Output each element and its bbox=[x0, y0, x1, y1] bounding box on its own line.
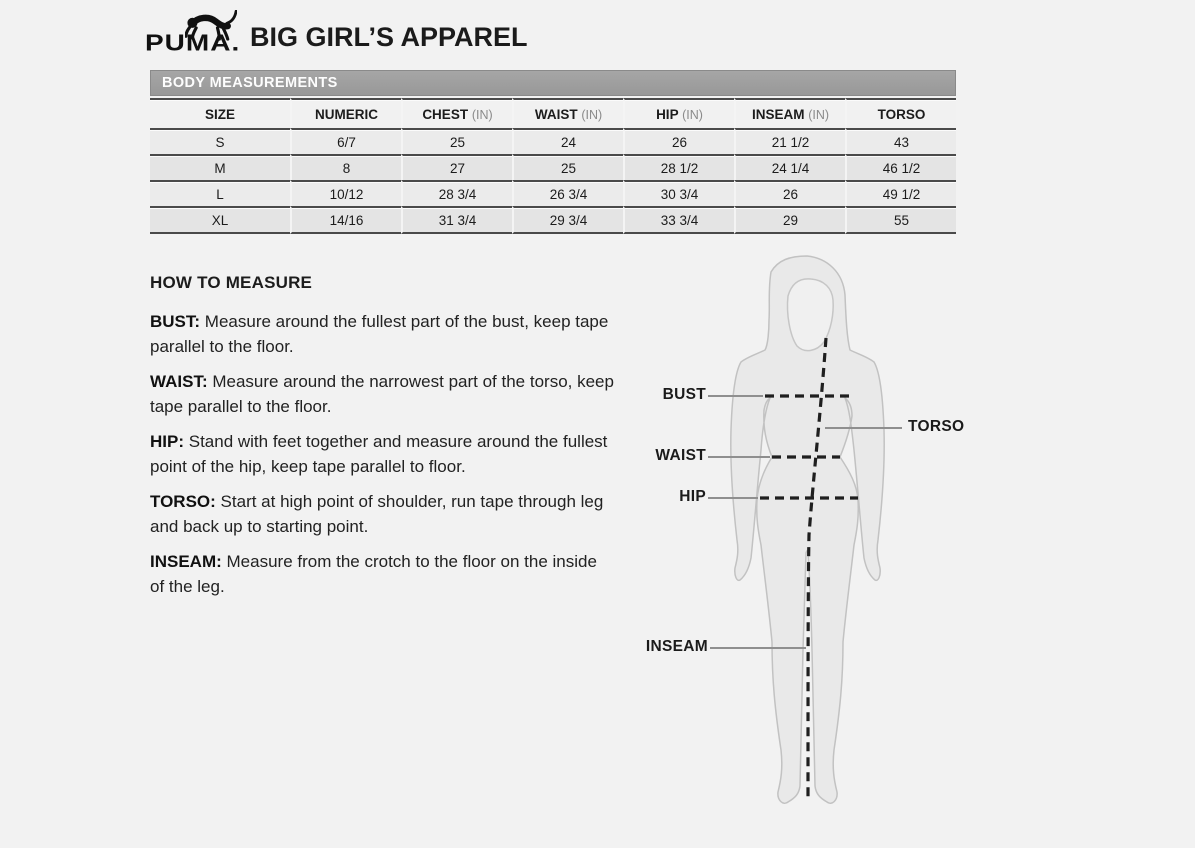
column-header-chest: CHEST (IN) bbox=[401, 98, 512, 128]
size-table bbox=[150, 98, 956, 234]
cell-numeric: 10/12 bbox=[290, 180, 401, 206]
cell-hip: 30 3/4 bbox=[623, 180, 734, 206]
cell-numeric: 14/16 bbox=[290, 206, 401, 234]
cell-hip: 28 1/2 bbox=[623, 154, 734, 180]
how-to-measure-heading: HOW TO MEASURE bbox=[150, 273, 313, 292]
cell-chest: 28 3/4 bbox=[401, 180, 512, 206]
puma-logo bbox=[145, 8, 255, 60]
puma-wordmark: PUMA. bbox=[145, 30, 241, 56]
cell-torso: 46 1/2 bbox=[845, 154, 956, 180]
cell-inseam: 24 1/4 bbox=[734, 154, 845, 180]
cell-size: XL bbox=[150, 206, 290, 234]
cell-waist: 25 bbox=[512, 154, 623, 180]
column-header-hip: HIP (IN) bbox=[623, 98, 734, 128]
torso-label: TORSO bbox=[908, 418, 965, 435]
cell-torso: 55 bbox=[845, 206, 956, 234]
cell-inseam: 26 bbox=[734, 180, 845, 206]
waist-label: WAIST bbox=[655, 447, 706, 464]
bust-label: BUST bbox=[662, 386, 706, 403]
cell-torso: 49 1/2 bbox=[845, 180, 956, 206]
cell-waist: 29 3/4 bbox=[512, 206, 623, 234]
table-row-l bbox=[150, 180, 956, 206]
instruction-bust: BUST: Measure around the fullest part of the bust, keep tape parallel to the floor. bbox=[150, 312, 609, 356]
how-to-measure-section bbox=[150, 273, 614, 609]
cell-inseam: 21 1/2 bbox=[734, 128, 845, 154]
cell-numeric: 6/7 bbox=[290, 128, 401, 154]
table-row-s bbox=[150, 128, 956, 154]
cell-waist: 24 bbox=[512, 128, 623, 154]
table-row-xl bbox=[150, 206, 956, 234]
body-silhouette-svg bbox=[600, 250, 1000, 840]
column-header-waist: WAIST (IN) bbox=[512, 98, 623, 128]
cell-size: S bbox=[150, 128, 290, 154]
instruction-waist: WAIST: Measure around the narrowest part of the torso, keep tape parallel to the floor. bbox=[150, 372, 614, 416]
column-header-inseam: INSEAM (IN) bbox=[734, 98, 845, 128]
instruction-inseam: INSEAM: Measure from the crotch to the floor on the inside of the leg. bbox=[150, 552, 597, 596]
column-header-torso: TORSO bbox=[845, 98, 956, 128]
inseam-label: INSEAM bbox=[645, 638, 708, 655]
cell-numeric: 8 bbox=[290, 154, 401, 180]
cell-inseam: 29 bbox=[734, 206, 845, 234]
hip-label: HIP bbox=[679, 488, 706, 505]
cell-hip: 26 bbox=[623, 128, 734, 154]
cell-hip: 33 3/4 bbox=[623, 206, 734, 234]
cell-chest: 25 bbox=[401, 128, 512, 154]
cell-chest: 31 3/4 bbox=[401, 206, 512, 234]
cell-torso: 43 bbox=[845, 128, 956, 154]
cell-size: M bbox=[150, 154, 290, 180]
cell-chest: 27 bbox=[401, 154, 512, 180]
column-header-size: SIZE bbox=[150, 98, 290, 128]
table-caption: BODY MEASUREMENTS bbox=[150, 70, 956, 96]
cell-waist: 26 3/4 bbox=[512, 180, 623, 206]
column-header-numeric: NUMERIC bbox=[290, 98, 401, 128]
table-row-m bbox=[150, 154, 956, 180]
instruction-torso: TORSO: Start at high point of shoulder, run tape through leg and back up to starting point. bbox=[150, 492, 604, 536]
body-diagram bbox=[600, 250, 1000, 840]
table-header-row bbox=[150, 98, 956, 128]
body-measurements-section bbox=[150, 70, 956, 234]
instruction-hip: HIP: Stand with feet together and measure around the fullest point of the hip, keep tape parallel to floor. bbox=[150, 432, 608, 476]
page-title: BIG GIRL’S APPAREL bbox=[250, 22, 528, 52]
cell-size: L bbox=[150, 180, 290, 206]
